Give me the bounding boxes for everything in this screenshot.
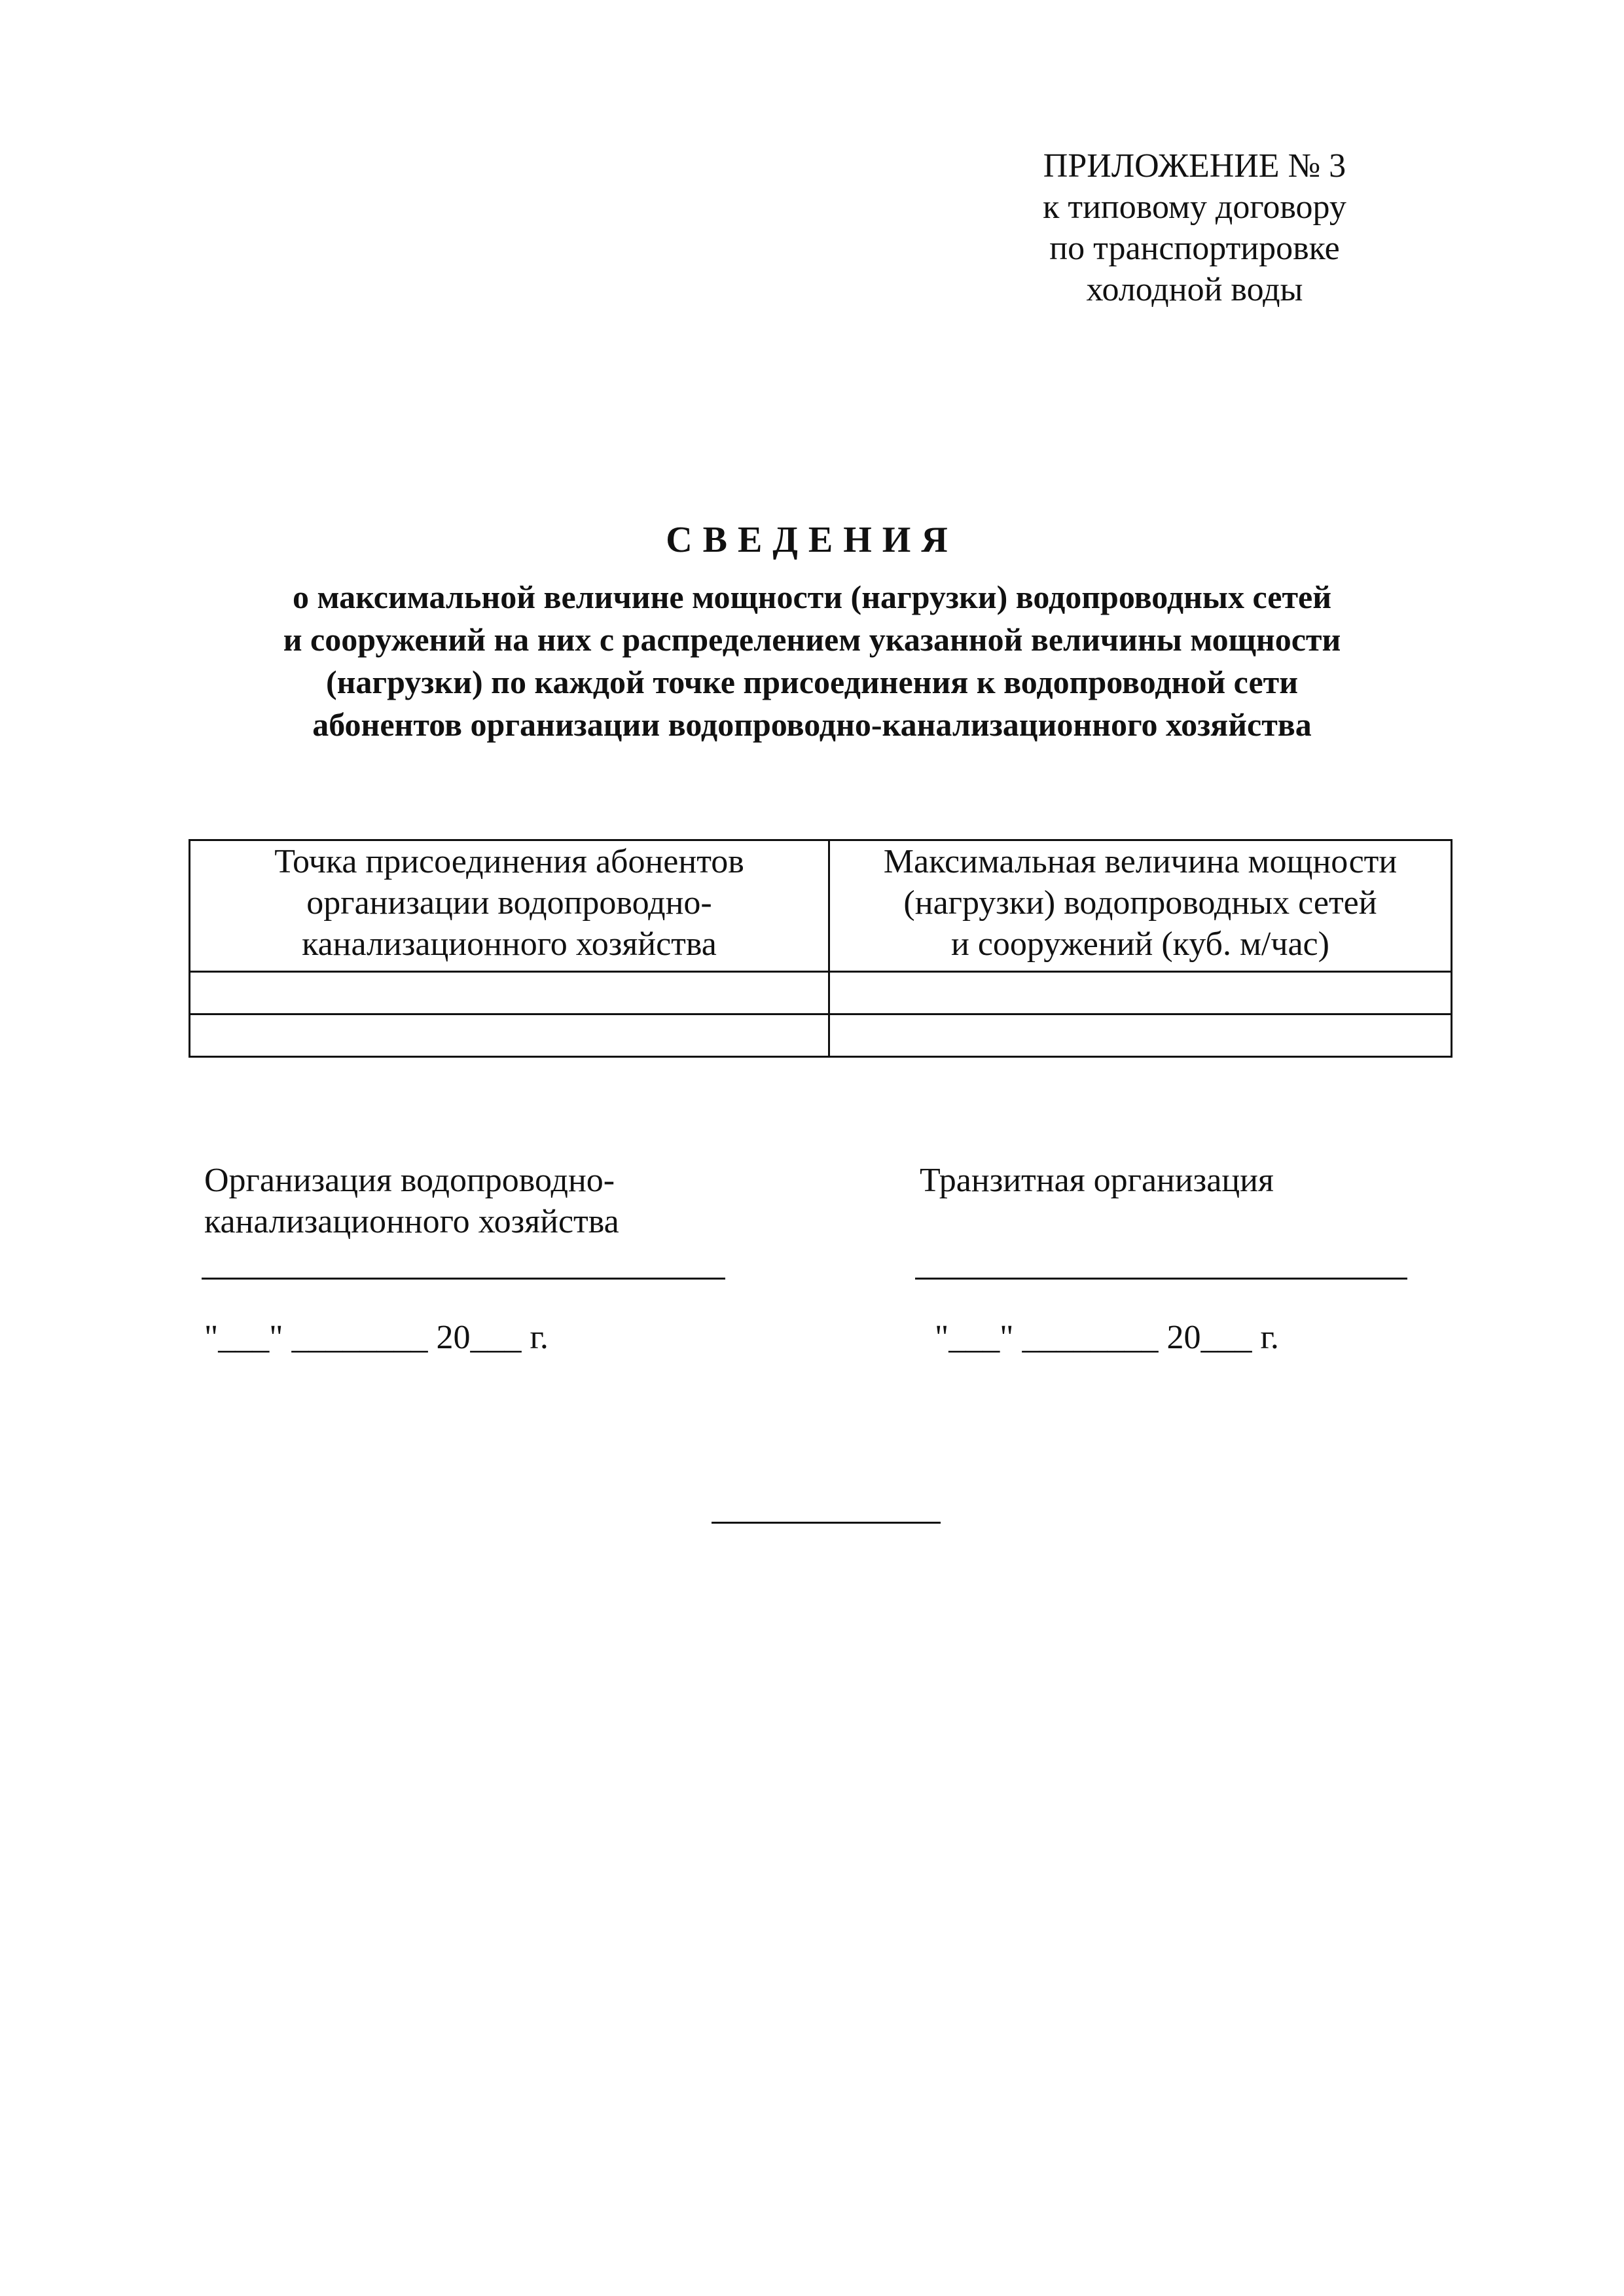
header-line: и сооружений (куб. м/час) <box>951 925 1329 963</box>
table-header-row <box>190 840 1452 972</box>
table-cell[interactable] <box>829 972 1452 1014</box>
signature-label: канализационного хозяйства <box>204 1203 619 1240</box>
appendix-header <box>956 145 1434 310</box>
header-line: организации водопроводно- <box>306 884 712 922</box>
appendix-line: по транспортировке <box>1049 230 1340 267</box>
end-divider <box>712 1522 941 1524</box>
signature-line-right[interactable] <box>915 1278 1407 1280</box>
document-subtitle <box>157 576 1467 746</box>
subtitle-line: абонентов организации водопроводно-канализационного хозяйства <box>312 706 1312 743</box>
date-field-left[interactable]: "___" ________ 20___ г. <box>204 1319 549 1356</box>
subtitle-line: о максимальной величине мощности (нагрузки) водопроводных сетей <box>292 579 1332 615</box>
column-header-connection-point <box>190 840 829 972</box>
subtitle-line: и сооружений на них с распределением указанной величины мощности <box>283 621 1341 658</box>
table-cell[interactable] <box>190 972 829 1014</box>
table-cell[interactable] <box>190 1014 829 1057</box>
appendix-number: ПРИЛОЖЕНИЕ № 3 <box>1043 147 1346 185</box>
signature-label: Организация водопроводно- <box>204 1162 615 1199</box>
subtitle-line: (нагрузки) по каждой точке присоединения к водопроводной сети <box>325 664 1299 700</box>
column-header-max-capacity <box>829 840 1452 972</box>
signature-label: Транзитная организация <box>920 1162 1274 1199</box>
header-line: Максимальная величина мощности <box>883 843 1398 880</box>
date-field-right[interactable]: "___" ________ 20___ г. <box>935 1319 1279 1356</box>
signature-block-transit-org <box>920 1160 1417 1201</box>
appendix-line: холодной воды <box>1086 271 1303 308</box>
table-row <box>190 1014 1452 1057</box>
table-cell[interactable] <box>829 1014 1452 1057</box>
header-line: Точка присоединения абонентов <box>274 843 744 880</box>
header-line: канализационного хозяйства <box>302 925 717 963</box>
table-row <box>190 972 1452 1014</box>
appendix-line: к типовому договору <box>1043 188 1346 226</box>
document-title: СВЕДЕНИЯ <box>666 520 958 560</box>
signature-block-water-utility <box>204 1160 741 1242</box>
capacity-table <box>189 839 1453 1058</box>
header-line: (нагрузки) водопроводных сетей <box>903 884 1377 922</box>
signature-line-left[interactable] <box>202 1278 725 1280</box>
